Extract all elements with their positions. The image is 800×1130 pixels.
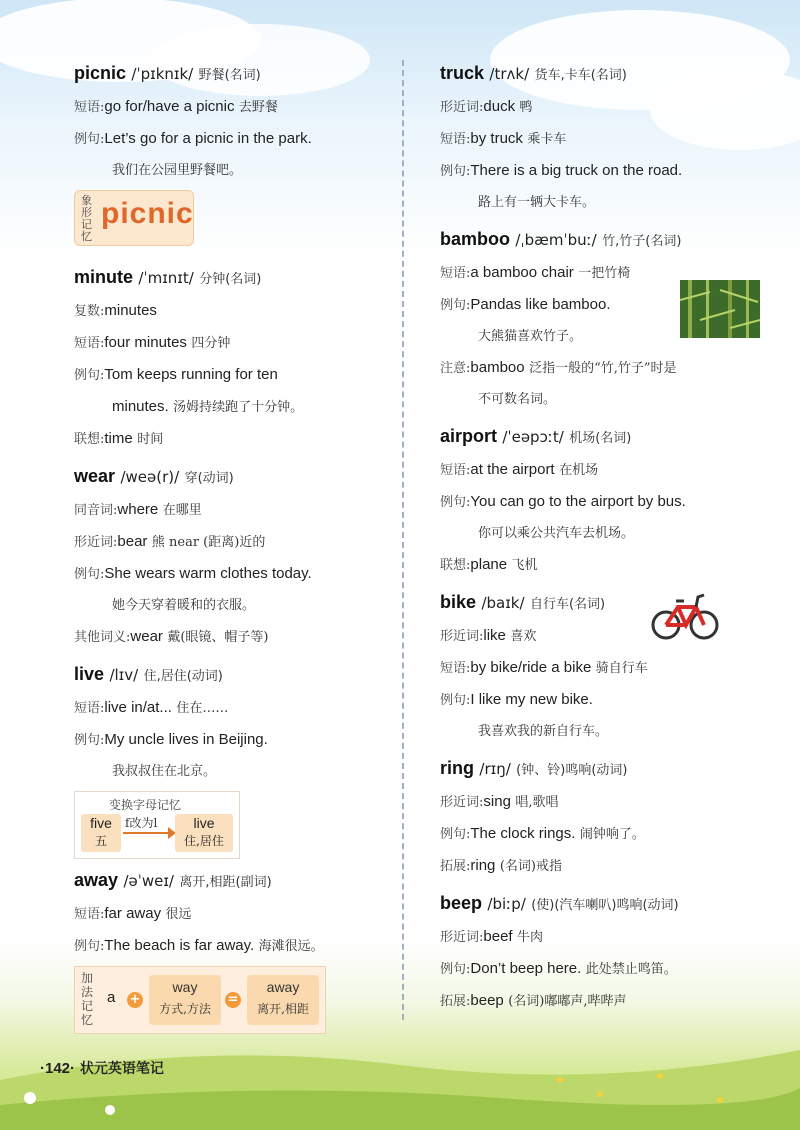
chinese-text: 时间	[137, 432, 164, 447]
chinese-text: 我叔叔住在北京。	[112, 764, 217, 779]
phonetic: /baɪk/	[481, 594, 525, 612]
chinese-text: 泛指一般的“竹,竹子”时是	[529, 361, 677, 376]
chinese-text: 骑自行车	[595, 661, 648, 676]
entry-line	[74, 295, 404, 327]
line-label: 短语:	[440, 463, 471, 478]
chinese-text: 去野餐	[238, 100, 278, 115]
entry-line	[74, 621, 404, 653]
english-text: bear	[117, 533, 148, 550]
entry-line	[74, 724, 404, 756]
entry-line	[74, 494, 404, 526]
meaning: 货车,卡车(名词)	[534, 68, 627, 83]
english-text: go for/have a picnic	[104, 98, 235, 115]
line-label: 例句:	[74, 733, 105, 748]
line-label: 复数:	[74, 304, 105, 319]
english-text: by bike/ride a bike	[470, 659, 592, 676]
english-text: at the airport	[470, 461, 555, 478]
chinese-text: 大熊猫喜欢竹子。	[478, 329, 583, 344]
chinese-text: 在哪里	[162, 503, 202, 518]
entry-heading	[440, 421, 770, 454]
entry-line	[74, 155, 404, 186]
english-text: Pandas like bamboo.	[470, 296, 611, 313]
headword: live	[74, 664, 105, 684]
phonetic: /ˈpɪknɪk/	[131, 65, 194, 83]
entry-truck	[440, 58, 770, 218]
line-label: 拓展:	[440, 994, 471, 1009]
entry-heading	[74, 461, 404, 494]
english-text: minutes.	[112, 398, 169, 415]
english-text: You can go to the airport by bus.	[470, 493, 686, 510]
english-text: ring	[470, 857, 496, 874]
english-text: beep	[470, 992, 504, 1009]
english-text: time	[104, 430, 133, 447]
phonetic: /əˈweɪ/	[123, 872, 174, 890]
entry-line	[440, 187, 770, 218]
chinese-text: 四分钟	[191, 336, 231, 351]
entry-line	[440, 684, 770, 716]
line-label: 短语:	[74, 701, 105, 716]
line-label: 联想:	[74, 432, 105, 447]
entry-heading	[74, 262, 404, 295]
headword: airport	[440, 426, 498, 446]
english-text: There is a big truck on the road.	[470, 162, 683, 179]
english-text: four minutes	[104, 334, 187, 351]
memo-from-meaning: 五	[94, 834, 107, 848]
entry-line	[74, 359, 404, 391]
memo-word: picnic	[101, 197, 194, 230]
meaning: 穿(动词)	[184, 471, 234, 486]
line-label: 例句:	[440, 962, 471, 977]
english-text: live in/at...	[104, 699, 172, 716]
headword: truck	[440, 63, 485, 83]
arrow-icon	[123, 832, 173, 834]
memo-arrow-label: f改为l	[125, 816, 158, 830]
memo-to-word: live	[193, 815, 215, 831]
line-label: 形近词:	[440, 930, 484, 945]
entry-heading	[74, 58, 404, 91]
phonetic: /ˈmɪnɪt/	[138, 269, 194, 287]
english-text: where	[117, 501, 159, 518]
entry-line	[74, 327, 404, 359]
pictographic-memory-box	[74, 190, 194, 246]
entry-picnic	[74, 58, 404, 256]
line-label: 例句:	[74, 567, 105, 582]
english-text: The beach is far away.	[104, 937, 255, 954]
english-text: She wears warm clothes today.	[104, 565, 312, 582]
headword: wear	[74, 466, 116, 486]
memo-part-a: a	[107, 989, 116, 1006]
line-label: 例句:	[440, 495, 471, 510]
memo-way-word: way	[172, 979, 198, 995]
entry-line	[440, 486, 770, 518]
memo-to-meaning: 住,居住	[184, 834, 224, 848]
phonetic: /ˌbæmˈbuː/	[515, 231, 597, 249]
book-title: 状元英语笔记	[79, 1061, 164, 1077]
entry-heading	[440, 224, 770, 257]
meaning: 竹,竹子(名词)	[602, 234, 682, 249]
line-label: 例句:	[74, 939, 105, 954]
entry-heading	[440, 888, 770, 921]
chinese-text: 她今天穿着暖和的衣服。	[112, 598, 256, 613]
entry-line	[440, 921, 770, 953]
chinese-text: 此处禁止鸣笛。	[585, 962, 677, 977]
english-text: by truck	[470, 130, 523, 147]
chinese-text: 闹钟响了。	[579, 827, 645, 842]
memo-label: 加法记忆	[81, 971, 94, 1027]
entry-line	[74, 692, 404, 724]
phonetic: /weə(r)/	[120, 468, 180, 486]
chinese-text: 飞机	[511, 558, 538, 573]
chinese-text: 路上有一辆大卡车。	[478, 195, 596, 210]
entry-heading	[440, 58, 770, 91]
entry-line	[440, 549, 770, 581]
meaning: 自行车(名词)	[529, 597, 606, 612]
entry-line	[440, 155, 770, 187]
english-text: sing	[483, 793, 511, 810]
entry-line	[74, 91, 404, 123]
chinese-text: 我喜欢我的新自行车。	[478, 724, 609, 739]
line-label: 短语:	[74, 907, 105, 922]
chinese-text: 乘卡车	[527, 132, 567, 147]
entry-line	[74, 558, 404, 590]
phonetic: /trʌk/	[489, 65, 530, 83]
entry-line	[440, 818, 770, 850]
entry-line	[440, 716, 770, 747]
line-label: 注意:	[440, 361, 471, 376]
line-label: 形近词:	[74, 535, 118, 550]
chinese-text: 你可以乘公共汽车去机场。	[478, 526, 635, 541]
memo-from-word: five	[90, 815, 112, 831]
chinese-text: 很远	[165, 907, 192, 922]
headword: ring	[440, 758, 474, 778]
line-label: 形近词:	[440, 795, 484, 810]
line-label: 例句:	[440, 693, 471, 708]
entry-line	[440, 454, 770, 486]
entry-line	[440, 123, 770, 155]
entry-airport	[440, 421, 770, 581]
line-label: 例句:	[440, 827, 471, 842]
memo-away-word: away	[266, 979, 300, 995]
line-label: 短语:	[74, 100, 105, 115]
entry-line	[440, 786, 770, 818]
entry-line	[440, 91, 770, 123]
english-text: Tom keeps running for ten	[104, 366, 278, 383]
phonetic: /ˈeəpɔːt/	[502, 428, 564, 446]
english-text: minutes	[104, 302, 157, 319]
headword: minute	[74, 267, 134, 287]
chinese-text: 戴(眼镜、帽子等)	[167, 630, 269, 645]
line-label: 短语:	[74, 336, 105, 351]
entry-line	[74, 391, 404, 423]
chinese-text: 喜欢	[510, 629, 537, 644]
entry-wear	[74, 461, 404, 653]
chinese-text: 住在……	[176, 701, 229, 716]
line-label: 拓展:	[440, 859, 471, 874]
line-label: 形近词:	[440, 629, 484, 644]
entry-line	[440, 850, 770, 882]
line-label: 其他词义:	[74, 630, 131, 645]
entry-line	[440, 384, 770, 415]
line-label: 短语:	[440, 661, 471, 676]
memo-label: 象形记忆	[81, 194, 92, 243]
line-label: 形近词:	[440, 100, 484, 115]
headword: picnic	[74, 63, 127, 83]
meaning: 离开,相距(副词)	[179, 875, 272, 890]
entry-live	[74, 659, 404, 859]
line-label: 短语:	[440, 132, 471, 147]
phonetic: /biːp/	[487, 895, 526, 913]
english-text: plane	[470, 556, 508, 573]
english-text: wear	[130, 628, 163, 645]
entry-line	[74, 423, 404, 455]
meaning: (使)(汽车喇叭)鸣响(动词)	[531, 898, 679, 913]
entry-line	[74, 590, 404, 621]
line-label: 联想:	[440, 558, 471, 573]
headword: beep	[440, 893, 483, 913]
entry-line	[440, 652, 770, 684]
chinese-text: 唱,歌唱	[515, 795, 559, 810]
entry-away	[74, 865, 404, 1034]
headword: bamboo	[440, 229, 510, 249]
line-label: 同音词:	[74, 503, 118, 518]
memo-from-box	[81, 814, 121, 852]
line-label: 例句:	[440, 164, 471, 179]
entry-line	[440, 352, 770, 384]
chinese-text: 牛肉	[517, 930, 544, 945]
english-text: I like my new bike.	[470, 691, 593, 708]
left-column	[74, 58, 404, 1040]
english-text: Don’t beep here.	[470, 960, 582, 977]
chinese-text: 不可数名词。	[478, 392, 557, 407]
english-text: duck	[483, 98, 516, 115]
chinese-text: (名词)嘟嘟声,哔哔声	[508, 994, 627, 1009]
memo-title: 变换字母记忆	[109, 798, 182, 812]
bicycle-image	[650, 587, 720, 643]
chinese-text: 海滩很远。	[258, 939, 324, 954]
entry-line	[440, 518, 770, 549]
memo-away-meaning: 离开,相距	[257, 1002, 309, 1016]
phonetic: /lɪv/	[109, 666, 139, 684]
meaning: 机场(名词)	[569, 431, 632, 446]
entry-minute	[74, 262, 404, 455]
meaning: (钟、铃)鸣响(动词)	[516, 763, 628, 778]
entry-line	[440, 953, 770, 985]
entry-heading	[440, 587, 770, 620]
chinese-text: (名词)戒指	[499, 859, 563, 874]
entry-line	[74, 756, 404, 787]
meaning: 住,居住(动词)	[143, 669, 223, 684]
english-text: like	[483, 627, 506, 644]
page-number: ·142·	[40, 1060, 76, 1077]
headword: bike	[440, 592, 477, 612]
entry-line	[440, 620, 770, 652]
entry-bike	[440, 587, 770, 747]
bamboo-image	[680, 280, 760, 338]
entry-heading	[74, 659, 404, 692]
entry-heading	[440, 753, 770, 786]
phonetic: /rɪŋ/	[479, 760, 511, 778]
memo-to-box	[175, 814, 233, 852]
entry-heading	[74, 865, 404, 898]
letter-change-memory-box	[74, 791, 240, 859]
page-footer	[40, 1058, 164, 1078]
headword: away	[74, 870, 119, 890]
chinese-text: 熊 near (距离)近的	[151, 535, 266, 550]
meaning: 分钟(名词)	[199, 272, 262, 287]
entry-line	[74, 898, 404, 930]
right-column	[440, 58, 770, 1023]
meaning: 野餐(名词)	[198, 68, 261, 83]
entry-ring	[440, 753, 770, 882]
line-label: 例句:	[74, 132, 105, 147]
english-text: a bamboo chair	[470, 264, 574, 281]
line-label: 短语:	[440, 266, 471, 281]
english-text: My uncle lives in Beijing.	[104, 731, 268, 748]
entry-bamboo	[440, 224, 770, 415]
english-text: beef	[483, 928, 513, 945]
plus-icon: +	[127, 992, 143, 1008]
english-text: Let’s go for a picnic in the park.	[104, 130, 312, 147]
entry-beep	[440, 888, 770, 1017]
equals-icon: =	[225, 992, 241, 1008]
line-label: 例句:	[440, 298, 471, 313]
chinese-text: 我们在公园里野餐吧。	[112, 163, 243, 178]
entry-line	[74, 526, 404, 558]
memo-way-meaning: 方式,方法	[159, 1002, 211, 1016]
entry-line	[74, 930, 404, 962]
english-text: bamboo	[470, 359, 525, 376]
line-label: 例句:	[74, 368, 105, 383]
chinese-text: 在机场	[559, 463, 599, 478]
english-text: far away	[104, 905, 162, 922]
english-text: The clock rings.	[470, 825, 576, 842]
chinese-text: 汤姆持续跑了十分钟。	[173, 400, 304, 415]
chinese-text: 一把竹椅	[578, 266, 631, 281]
chinese-text: 鸭	[519, 100, 533, 115]
entry-line	[74, 123, 404, 155]
